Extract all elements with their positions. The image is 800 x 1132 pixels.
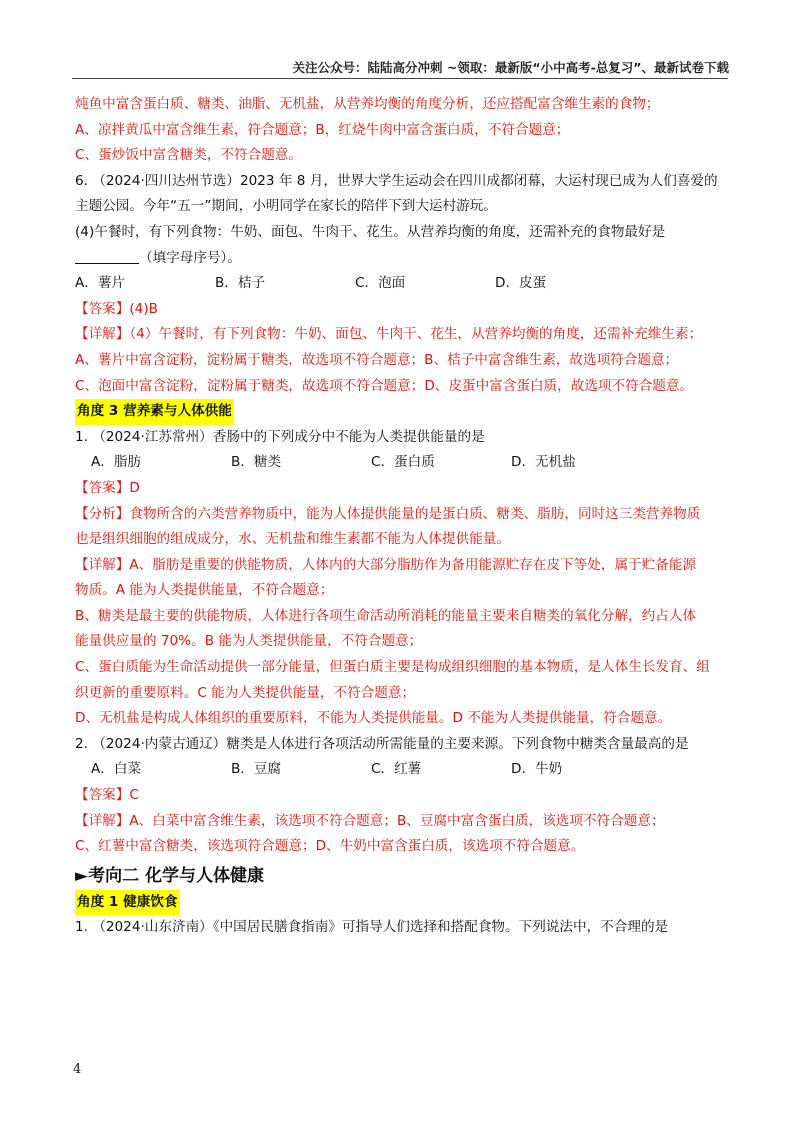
option-b: B．豆腐	[231, 761, 282, 778]
page-header: 关注公众号：陆陆高分冲刺 ~领取：最新版“小中高考-总复习”、最新试卷下载	[292, 60, 729, 75]
question-stem: 主题公园。今年“五一”期间，小明同学在家长的陪伴下到大运村游玩。	[75, 198, 497, 215]
detail-line: 【详解】（4）午餐时，有下列食物：牛奶、面包、牛肉干、花生，从营养均衡的角度，还需补充维生素；	[75, 326, 703, 343]
option-a: A．脂肪	[91, 454, 142, 471]
answer-line: 【答案】D	[75, 479, 140, 496]
answer-line: 【答案】C	[75, 787, 139, 804]
answer-line: 【答案】(4)B	[75, 300, 158, 317]
detail-line: 织更新的重要原料。C 能为人类提供能量，不符合题意；	[75, 684, 416, 701]
answer-blank	[75, 247, 139, 264]
question-stem: 1. （2024·山东济南）《中国居民膳食指南》可指导人们选择和搭配食物。下列说法中，不合理的是	[75, 919, 669, 936]
option-a: A．白菜	[91, 761, 142, 778]
detail-line: 物质。A 能为人类提供能量，不符合题意；	[75, 582, 334, 599]
option-c: C．红薯	[371, 761, 422, 778]
analysis-line: 【分析】食物所含的六类营养物质中，能为人体提供能量的是蛋白质、糖类、脂肪，同时这三类营养物质	[75, 505, 701, 522]
detail-line: 【详解】A、白菜中富含维生素，该选项不符合题意；B、豆腐中富含蛋白质，该选项不符合题意；	[75, 812, 665, 829]
question-stem-blank: （填字母序号）。	[75, 246, 727, 272]
option-c: C．泡面	[355, 275, 406, 292]
option-d: D．无机盐	[511, 454, 576, 471]
option-a: A．薯片	[75, 275, 126, 292]
angle-heading: 角度 3 营养素与人体供能	[75, 399, 234, 425]
question-stem: 2. （2024·内蒙古通辽）糖类是人体进行各项活动所需能量的主要来源。下列食物中糖类含量最高的是	[75, 735, 689, 752]
explanation-line: 炖鱼中富含蛋白质、糖类、油脂、无机盐，从营养均衡的角度分析，还应搭配富含维生素的食物；	[75, 96, 660, 112]
detail-line: C、蛋白质能为生命活动提供一部分能量，但蛋白质主要是构成组织细胞的基本物质，是人体生长发育、组	[75, 659, 710, 676]
document-body	[75, 92, 727, 941]
detail-line: B、糖类是最主要的供能物质，人体进行各项生命活动所消耗的能量主要来自糖类的氧化分解，约占人体	[75, 607, 697, 624]
option-d: D．牛奶	[511, 761, 563, 778]
analysis-line: 也是组织细胞的组成成分，水、无机盐和维生素都不能为人体提供能量。	[75, 531, 510, 548]
option-c: C．蛋白质	[371, 454, 435, 471]
explanation-line: C、蛋炒饭中富含糖类，不符合题意。	[75, 147, 302, 164]
option-row	[75, 450, 727, 476]
option-row	[75, 757, 727, 783]
explanation-line: A、凉拌黄瓜中富含维生素，符合题意；B，红烧牛肉中富含蛋白质，不符合题意；	[75, 121, 570, 138]
detail-line: 能量供应量的 70%。B 能为人类提供能量，不符合题意；	[75, 633, 423, 650]
detail-line: D、无机盐是构成人体组织的重要原料，不能为人类提供能量。D 不能为人类提供能量，符合题意。	[75, 710, 672, 727]
section-heading: ►考向二 化学与人体健康	[75, 865, 264, 886]
header-rule	[72, 78, 728, 79]
option-b: B．糖类	[231, 454, 282, 471]
angle-heading: 角度 1 健康饮食	[75, 890, 180, 916]
option-row	[75, 271, 727, 297]
detail-line: A、薯片中富含淀粉，淀粉属于糖类，故选项不符合题意；B、桔子中富含维生素，故选项符合题意；	[75, 351, 679, 368]
question-stem: 6. （2024·四川达州节选）2023 年 8 月，世界大学生运动会在四川成都闭幕，大运村现已成为人们喜爱的	[75, 172, 718, 189]
question-stem: 1. （2024·江苏常州）香肠中的下列成分中不能为人类提供能量的是	[75, 428, 485, 445]
detail-line: 【详解】A、脂肪是重要的供能物质，人体内的大部分脂肪作为备用能源贮存在皮下等处，属于贮备能源	[75, 556, 697, 573]
option-b: B．桔子	[215, 275, 266, 292]
detail-line: C、泡面中富含淀粉，淀粉属于糖类，故选项不符合题意；D、皮蛋中富含蛋白质，故选项不符合题意。	[75, 377, 694, 394]
detail-line: C、红薯中富含糖类，该选项符合题意；D、牛奶中富含蛋白质，该选项不符合题意。	[75, 838, 585, 855]
page-number: 4	[73, 1062, 82, 1077]
question-stem: (4)午餐时，有下列食物：牛奶、面包、牛肉干、花生。从营养均衡的角度，还需补充的食物最好是	[75, 223, 666, 240]
option-d: D．皮蛋	[495, 275, 547, 292]
